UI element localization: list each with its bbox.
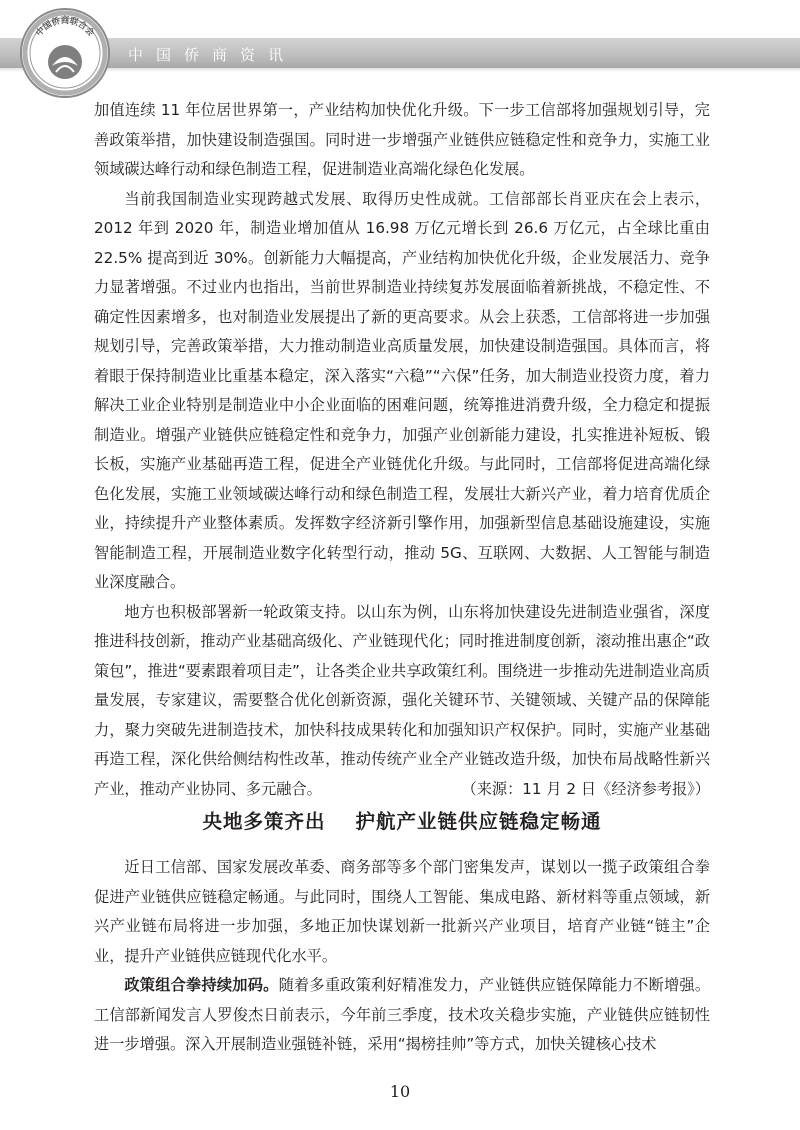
paragraph (94, 598, 710, 805)
source-citation: （来源：11 月 2 日《经济参考报》） (461, 779, 710, 798)
section-title-part2: 护航产业链供应链稳定畅通 (355, 810, 602, 833)
section-title-part1: 央地多策齐出 (202, 810, 326, 833)
header-band (0, 38, 800, 68)
article-body (94, 96, 710, 804)
svg-text:中国侨商联合会: 中国侨商联合会 (34, 15, 96, 39)
paragraph-text: 地方也积极部署新一轮政策支持。以山东为例，山东将加快建设先进制造业强省，深度推进科技创新，推动产业基础高级化、产业链现代化；同时推进制度创新，滚动推出惠企“政策包”，推进“要素跟着项目走”，让各类企业共享政策红利。围绕进一步推动先进制造业高质量发展，专家建议，需要整合优化创新资源，强化关键环节、关键领域、关键产品的保障能力，聚力突破先进制造技术，加快科技成果转化和加强知识产权保护。同时，实施产业基础再造工程，深化供给侧结构性改革，推动传统产业全产业链改造升级，加快布局战略性新兴产业，推动产业协同、多元融合。 (94, 602, 710, 798)
article2-body (94, 853, 710, 1060)
paragraph-lead: 政策组合拳持续加码。 (124, 976, 279, 994)
page-number: 10 (389, 1082, 411, 1101)
section-title (94, 806, 710, 834)
paragraph-text: 随着多重政策利好精准发力，产业链供应链保障能力不断增强。工信部新闻发言人罗俊杰日前表示，今年前三季度，技术攻关稳步实施，产业链供应链韧性进一步增强。深入开展制造业强链补链，采用“揭榜挂帅”等方式，加快关键核心技术 (94, 976, 711, 1053)
organization-logo (18, 6, 112, 100)
paragraph: 近日工信部、国家发展改革委、商务部等多个部门密集发声，谋划以一揽子政策组合拳促进产业链供应链稳定畅通。与此同时，围绕人工智能、集成电路、新材料等重点领域，新兴产业链布局将进一步加强，多地正加快谋划新一批新兴产业项目，培育产业链“链主”企业，提升产业链供应链现代化水平。 (94, 858, 710, 965)
paragraph: 加值连续 11 年位居世界第一，产业结构加快优化升级。下一步工信部将加强规划引导，完善政策举措，加快建设制造强国。同时进一步增强产业链供应链稳定性和竞争力，实施工业领域碳达峰行动和绿色制造工程，促进制造业高端化绿色化发展。 (94, 101, 710, 178)
paragraph: 当前我国制造业实现跨越式发展、取得历史性成就。工信部部长肖亚庆在会上表示，2012 年到 2020 年，制造业增加值从 16.98 万亿元增长到 26.6 万亿元，占全球比重由 22.5% 提高到近 30%。创新能力大幅提高，产业结构加快优化升级，企业发展活力、竞争力显著增强。不过业内也指出，当前世界制造业持续复苏发展面临着新挑战，不稳定性、不确定性因素增多，也对制造业发展提出了新的更高要求。从会上获悉，工信部将进一步加强规划引导，完善政策举措，大力推动制造业高质量发展，加快建设制造强国。具体而言，将着眼于保持制造业比重基本稳定，深入落实“六稳”“六保”任务，加大制造业投资力度，着力解决工业企业特别是制造业中小企业面临的困难问题，统筹推进消费升级，全力稳定和提振制造业。增强产业链供应链稳定性和竞争力，加强产业创新能力建设，扎实推进补短板、锻长板，实施产业基础再造工程，促进全产业链优化升级。与此同时，工信部将促进高端化绿色化发展，实施工业领域碳达峰行动和绿色制造工程，发展壮大新兴产业，着力培育优质企业，持续提升产业整体素质。发挥数字经济新引擎作用，加强新型信息基础设施建设，实施智能制造工程，开展制造业数字化转型行动，推动 5G、互联网、大数据、人工智能与制造业深度融合。 (94, 189, 710, 591)
header-title: 中国侨商资讯 (128, 46, 297, 64)
paragraph (94, 971, 710, 1060)
